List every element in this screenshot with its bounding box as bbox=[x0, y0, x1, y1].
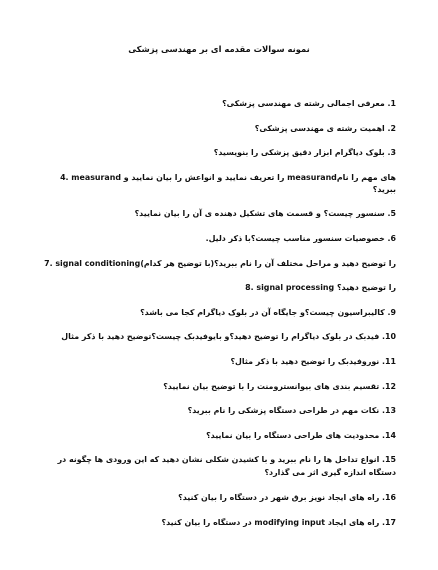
question-item: 4. measurand را تعریف نمایید و انواعش را بیان نمایید و measurandهای مهم را نام ببرید؟ bbox=[60, 172, 396, 194]
question-item: 6. خصوصیات سنسور مناسب چیست؟با ذکر دلیل. bbox=[205, 233, 396, 243]
question-item: 8. signal processing را توضیح دهید؟ bbox=[245, 283, 396, 293]
question-item: 3. بلوک دیاگرام ابزار دقیق پزشکی را بنویسید؟ bbox=[213, 148, 396, 158]
question-list bbox=[40, 98, 396, 541]
page-title: نمونه سوالات مقدمه ای بر مهندسی پزشکی bbox=[128, 44, 310, 54]
question-item: 9. کالیبراسیون چیست؟و جایگاه آن در بلوک دیاگرام کجا می باشد؟ bbox=[140, 307, 396, 317]
question-item: 2. اهمیت رشته ی مهندسی پزشکی؟ bbox=[254, 123, 396, 133]
question-item: 10. فیدبک در بلوک دیاگرام را توضیح دهید؟و بایوفیدبک چیست؟توضیح دهید با ذکر مثال bbox=[61, 332, 396, 342]
question-item: 17. راه های ایجاد modifying input در دستگاه را بیان کنید؟ bbox=[161, 517, 396, 527]
question-item: 7. signal conditioningرا توضیح دهید و مراحل مختلف آن را نام ببرید؟(با توضیح هر کدام) bbox=[44, 258, 396, 268]
question-item: 1. معرفی اجمالی رشته ی مهندسی پزشکی؟ bbox=[222, 99, 396, 108]
question-item: 11. نوروفیدبک را توضیح دهید با ذکر مثال؟ bbox=[230, 356, 396, 366]
question-item: 12. تقسیم بندی های بیوانسترومنت را با توضیح بیان نمایید؟ bbox=[163, 381, 396, 391]
question-item: 15. انواع تداخل ها را نام ببرید و با کشیدن شکلی نشان دهید که این ورودی ها چگونه در دستگاه اندازه گیری اثر می گذارد؟ bbox=[57, 455, 396, 477]
question-item: 5. سنسور چیست؟ و قسمت های تشکیل دهنده ی آن را بیان نمایید؟ bbox=[134, 209, 396, 219]
question-item: 13. نکات مهم در طراحی دستگاه پزشکی را نام ببرید؟ bbox=[187, 406, 396, 416]
question-item: 14. محدودیت های طراحی دستگاه را بیان نمایید؟ bbox=[206, 430, 396, 440]
question-item: 16. راه های ایجاد نویز برق شهر در دستگاه را بیان کنید؟ bbox=[178, 492, 396, 502]
